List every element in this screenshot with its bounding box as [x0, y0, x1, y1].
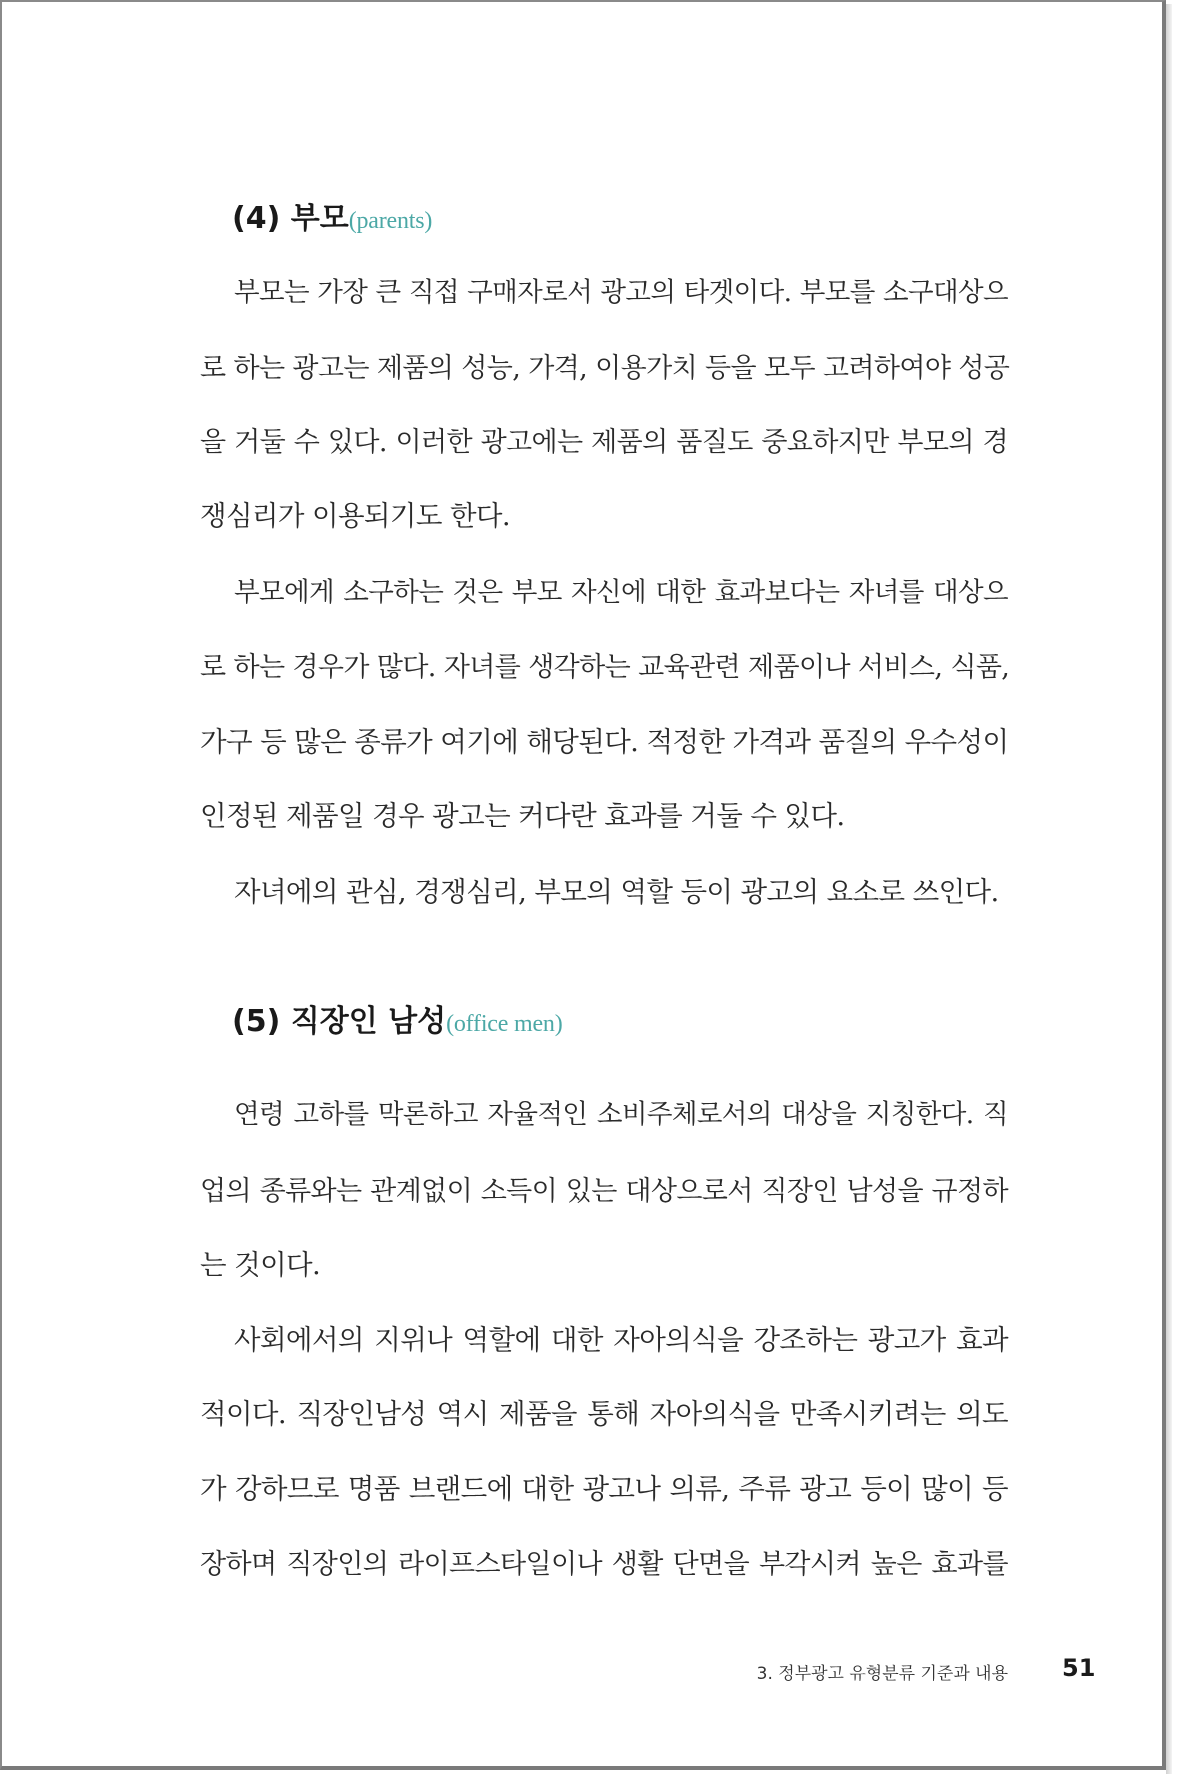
section-5-heading	[232, 1004, 563, 1039]
section-5-title: (5) 직장인 남성	[232, 1004, 447, 1039]
paragraph-line: 인정된 제품일 경우 광고는 커다란 효과를 거둘 수 있다.	[200, 800, 845, 832]
paragraph-line: 부모에게 소구하는 것은 부모 자신에 대한 효과보다는 자녀를 대상으	[234, 577, 1008, 608]
running-footer-chapter: 3. 정부광고 유형분류 기준과 내용	[756, 1664, 1008, 1684]
paragraph-line: 가구 등 많은 종류가 여기에 해당된다. 적정한 가격과 품질의 우수성이	[200, 726, 1009, 758]
paragraph-line: 부모는 가장 큰 직접 구매자로서 광고의 타겟이다. 부모를 소구대상으	[234, 277, 1008, 308]
paragraph-line: 을 거둘 수 있다. 이러한 광고에는 제품의 품질도 중요하지만 부모의 경	[200, 427, 1008, 458]
paragraph-line: 장하며 직장인의 라이프스타일이나 생활 단면을 부각시켜 높은 효과를	[200, 1549, 1008, 1580]
section-4-title: (4) 부모	[232, 201, 349, 236]
paragraph-line: 사회에서의 지위나 역할에 대한 자아의식을 강조하는 광고가 효과	[234, 1324, 1008, 1356]
paragraph-line: 로 하는 광고는 제품의 성능, 가격, 이용가치 등을 모두 고려하여야 성공	[200, 353, 1010, 384]
section-4-title-english: (parents)	[348, 208, 433, 234]
paragraph-line: 가 강하므로 명품 브랜드에 대한 광고나 의류, 주류 광고 등이 많이 등	[200, 1473, 1008, 1505]
section-5-title-english: (office men)	[446, 1011, 563, 1037]
section-4-heading	[232, 201, 433, 236]
paragraph-line: 연령 고하를 막론하고 자율적인 소비주체로서의 대상을 지칭한다. 직	[234, 1099, 1008, 1130]
paragraph-line: 로 하는 경우가 많다. 자녀를 생각하는 교육관련 제품이나 서비스, 식품,	[200, 652, 1010, 683]
paragraph-line: 자녀에의 관심, 경쟁심리, 부모의 역할 등이 광고의 요소로 쓰인다.	[234, 876, 999, 908]
paragraph-line: 적이다. 직장인남성 역시 제품을 통해 자아의식을 만족시키려는 의도	[200, 1398, 1008, 1430]
page-edge-shadow	[1166, 4, 1172, 1774]
paragraph-line: 는 것이다.	[200, 1249, 321, 1281]
paragraph-line: 쟁심리가 이용되기도 한다.	[200, 500, 511, 532]
page-number: 51	[1062, 1654, 1096, 1682]
paragraph-line: 업의 종류와는 관계없이 소득이 있는 대상으로서 직장인 남성을 규정하	[200, 1176, 1008, 1207]
